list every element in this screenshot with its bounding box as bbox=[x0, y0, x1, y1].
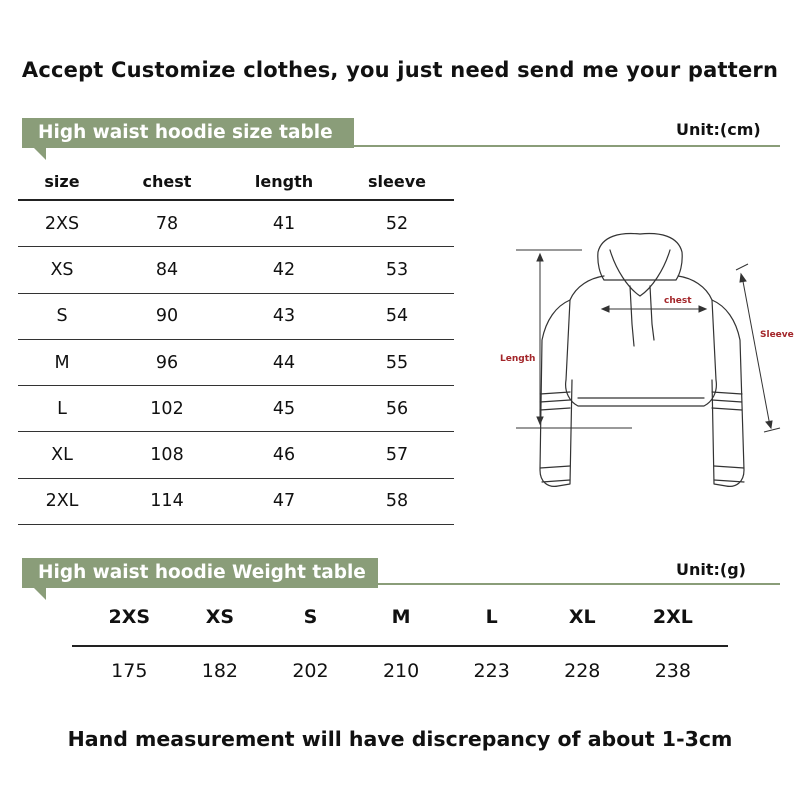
table-row bbox=[18, 247, 454, 293]
cell-sleeve: 55 bbox=[385, 352, 409, 373]
cell-chest: 90 bbox=[155, 306, 179, 327]
chest-arrow-head-left bbox=[602, 306, 609, 312]
hoodie-cuff-left bbox=[540, 466, 570, 482]
weight-table-divider bbox=[72, 645, 728, 647]
column-header-chest: chest bbox=[142, 172, 192, 191]
column-header-sleeve: sleeve bbox=[368, 172, 426, 191]
weight-size-header: M bbox=[391, 606, 411, 628]
measurement-footnote: Hand measurement will have discrepancy of about 1-3cm bbox=[67, 727, 733, 751]
weight-value: 182 bbox=[201, 660, 239, 682]
weight-size-header: S bbox=[303, 606, 318, 628]
size-section-rule bbox=[354, 145, 780, 147]
size-unit-label: Unit:(cm) bbox=[676, 120, 761, 139]
weight-value: 238 bbox=[654, 660, 691, 682]
cell-chest: 102 bbox=[150, 398, 184, 419]
size-banner-tail bbox=[34, 148, 46, 160]
cell-length: 43 bbox=[272, 306, 296, 327]
weight-size-header: 2XS bbox=[108, 606, 151, 628]
sleeve-bottom-guide bbox=[764, 428, 780, 432]
diagram-chest-label: chest bbox=[664, 296, 692, 306]
sleeve-arrow-line bbox=[742, 276, 770, 426]
hoodie-measurement-diagram bbox=[498, 230, 794, 510]
table-row bbox=[18, 479, 454, 525]
table-row bbox=[18, 386, 454, 432]
hoodie-drawstring-right bbox=[650, 286, 654, 340]
column-header-size: size bbox=[44, 172, 80, 191]
hoodie-hood bbox=[598, 234, 682, 280]
table-row bbox=[18, 432, 454, 478]
cell-size: XS bbox=[50, 259, 74, 280]
table-row bbox=[18, 294, 454, 340]
table-row bbox=[18, 201, 454, 247]
weight-size-header: 2XL bbox=[652, 606, 693, 628]
sleeve-top-guide bbox=[736, 264, 748, 270]
cell-sleeve: 54 bbox=[385, 306, 409, 327]
cell-chest: 96 bbox=[155, 352, 179, 373]
cell-length: 44 bbox=[272, 352, 296, 373]
page-headline: Accept Customize clothes, you just need send me your pattern bbox=[21, 58, 779, 82]
weight-value: 223 bbox=[473, 660, 510, 682]
cell-sleeve: 57 bbox=[385, 445, 409, 466]
diagram-sleeve-label: Sleeve bbox=[760, 330, 794, 340]
weight-table-title: High waist hoodie Weight table bbox=[38, 562, 366, 583]
size-table-title: High waist hoodie size table bbox=[38, 122, 333, 143]
table-row bbox=[18, 340, 454, 386]
cell-chest: 84 bbox=[155, 259, 179, 280]
cell-sleeve: 52 bbox=[385, 213, 409, 234]
cell-size: L bbox=[57, 398, 67, 419]
weight-table-banner bbox=[22, 558, 378, 588]
sleeve-arrow-head-top bbox=[740, 274, 746, 282]
hoodie-cuff-right bbox=[714, 466, 744, 482]
cell-chest: 108 bbox=[150, 445, 184, 466]
cell-sleeve: 58 bbox=[385, 491, 409, 512]
weight-size-header: XS bbox=[205, 606, 235, 628]
length-arrow-head-top bbox=[537, 254, 543, 261]
cell-length: 41 bbox=[272, 213, 296, 234]
weight-banner-tail bbox=[34, 588, 46, 600]
weight-section-rule bbox=[378, 583, 780, 585]
weight-size-header: XL bbox=[568, 606, 596, 628]
cell-sleeve: 53 bbox=[385, 259, 409, 280]
cell-size: S bbox=[56, 306, 68, 327]
cell-size: 2XL bbox=[45, 491, 79, 512]
weight-value: 175 bbox=[111, 660, 148, 682]
weight-value: 228 bbox=[564, 660, 601, 682]
size-table-banner bbox=[22, 118, 354, 148]
length-arrow-head-bottom bbox=[537, 417, 543, 424]
hoodie-hood-opening bbox=[610, 250, 670, 296]
weight-value: 202 bbox=[292, 660, 329, 682]
hoodie-drawstring-left bbox=[630, 286, 634, 346]
weight-value: 210 bbox=[382, 660, 420, 682]
cell-size: XL bbox=[51, 445, 73, 466]
column-header-length: length bbox=[254, 172, 314, 191]
size-table bbox=[18, 164, 454, 525]
cell-size: 2XS bbox=[44, 213, 80, 234]
diagram-length-label: Length bbox=[500, 354, 536, 364]
cell-length: 42 bbox=[272, 259, 296, 280]
weight-size-header: L bbox=[485, 606, 498, 628]
cell-chest: 114 bbox=[150, 491, 184, 512]
cell-size: M bbox=[54, 352, 70, 373]
sleeve-arrow-head-bottom bbox=[766, 421, 772, 428]
chest-arrow-head-right bbox=[699, 306, 706, 312]
weight-table-header bbox=[84, 606, 774, 628]
weight-table-values bbox=[84, 660, 774, 682]
hoodie-stripes-right bbox=[712, 392, 742, 410]
weight-unit-label: Unit:(g) bbox=[676, 560, 746, 579]
cell-length: 47 bbox=[272, 491, 296, 512]
cell-chest: 78 bbox=[155, 213, 179, 234]
cell-length: 46 bbox=[272, 445, 296, 466]
hoodie-stripes-left bbox=[540, 392, 570, 410]
cell-length: 45 bbox=[272, 398, 296, 419]
cell-sleeve: 56 bbox=[385, 398, 409, 419]
size-table-header bbox=[18, 164, 454, 201]
